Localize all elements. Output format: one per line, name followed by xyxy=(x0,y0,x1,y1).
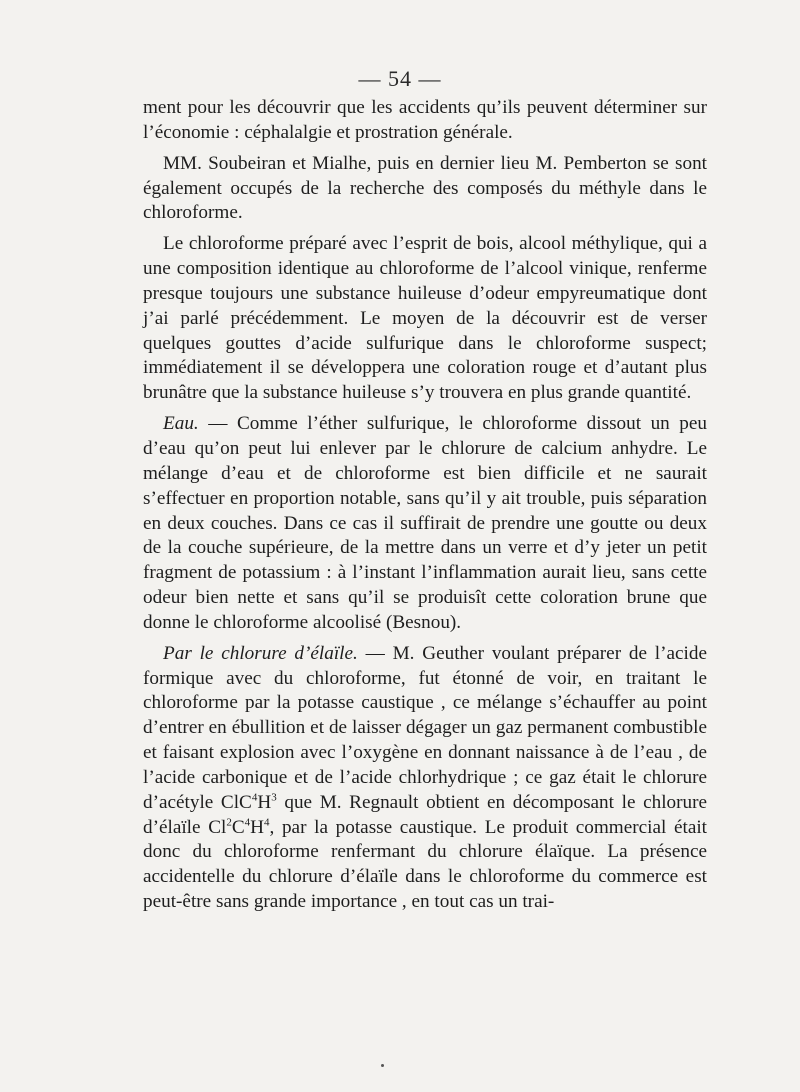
formula-element: C xyxy=(231,816,245,838)
paragraph-water-text: — Comme l’éther sulfurique, le chloroforme dissout un peu d’eau qu’on peut lui enlever par le chlorure de calcium anhydre. Le mélange d’eau et de chloroforme est bien difficile et ne saurait s’effectuer en proportion notable, sans qu’il y ait trouble, puis séparation en deux couches. Dans ce cas il suffirait de prendre une goutte ou deux de la couche supérieure, de la mettre dans un verre et d’y jeter un petit fragment de potassium : à l’instant l’inflammation aurait lieu, sans cette odeur bien nette et sans qu’il se produisît cette coloration brune que donne le chloroforme alcoolisé (Besnou). xyxy=(143,413,707,633)
section-heading-water: Eau. xyxy=(163,413,199,435)
formula-superscript: 4 xyxy=(251,791,258,804)
formula-element: H xyxy=(257,791,272,813)
paragraph-elayl-text-c: , par la potasse caustique. Le produit commercial était donc du chloroforme renfermant du chlorure élaïque. La présence accidentelle du chlorure d’élaïle dans le chloroforme du commerce est peut-être sans grande importance , en tout cas un trai- xyxy=(143,816,707,913)
paragraph-water xyxy=(143,412,707,636)
paragraph-methyl-research: MM. Soubeiran et Mialhe, puis en dernier lieu M. Pemberton se sont également occupés de la recherche des composés du méthyle dans le chloroforme. xyxy=(143,152,707,224)
formula-element: H xyxy=(250,816,264,838)
print-speck xyxy=(381,1064,384,1067)
formula-superscript: 4 xyxy=(244,816,251,829)
page-number: — 54 — xyxy=(358,66,442,91)
paragraph-elayl-chloride xyxy=(143,642,707,915)
paragraph-continuation: ment pour les découvrir que les accidents qu’ils peuvent déterminer sur l’économie : céphalalgie et prostration générale. xyxy=(143,97,707,143)
paragraph-elayl-text-b: que M. Regnault obtient en décomposant le chlorure d’élaïle Cl xyxy=(143,791,708,838)
paragraph-elayl-text-a: — M. Geuther voulant préparer de l’acide formique avec du chloroforme, fut étonné de voir, en traitant le chloroforme par la potasse caustique , ce mélange s’échauffer au point d’entrer en ébullition et de laisser dégager un gaz permanent combustible et faisant explosion avec l’oxygène en donnant naissance à de l’eau , de l’acide carbonique et de l’acide chlorhydrique ; ce gaz était le chlorure d’acétyle ClC xyxy=(143,642,707,813)
paragraph-wood-spirit: Le chloroforme préparé avec l’esprit de bois, alcool méthylique, qui a une composition identique au chloroforme de l’alcool vinique, renferme presque toujours une substance huileuse d’odeur empyreumatique dont j’ai parlé précédemment. Le moyen de la découvrir est de verser quelques gouttes d’acide sulfurique dans le chloroforme suspect; immédiatement il se développera une coloration rouge et d’autant plus brunâtre que la substance huileuse s’y trouvera en plus grande quantité. xyxy=(143,233,707,404)
formula-superscript: 3 xyxy=(271,791,277,804)
formula-superscript: 2 xyxy=(226,816,232,829)
body-text xyxy=(143,96,707,921)
formula-superscript: 4 xyxy=(264,816,270,829)
section-heading-elayl-chloride: Par le chlorure d’élaïle. xyxy=(163,642,358,664)
